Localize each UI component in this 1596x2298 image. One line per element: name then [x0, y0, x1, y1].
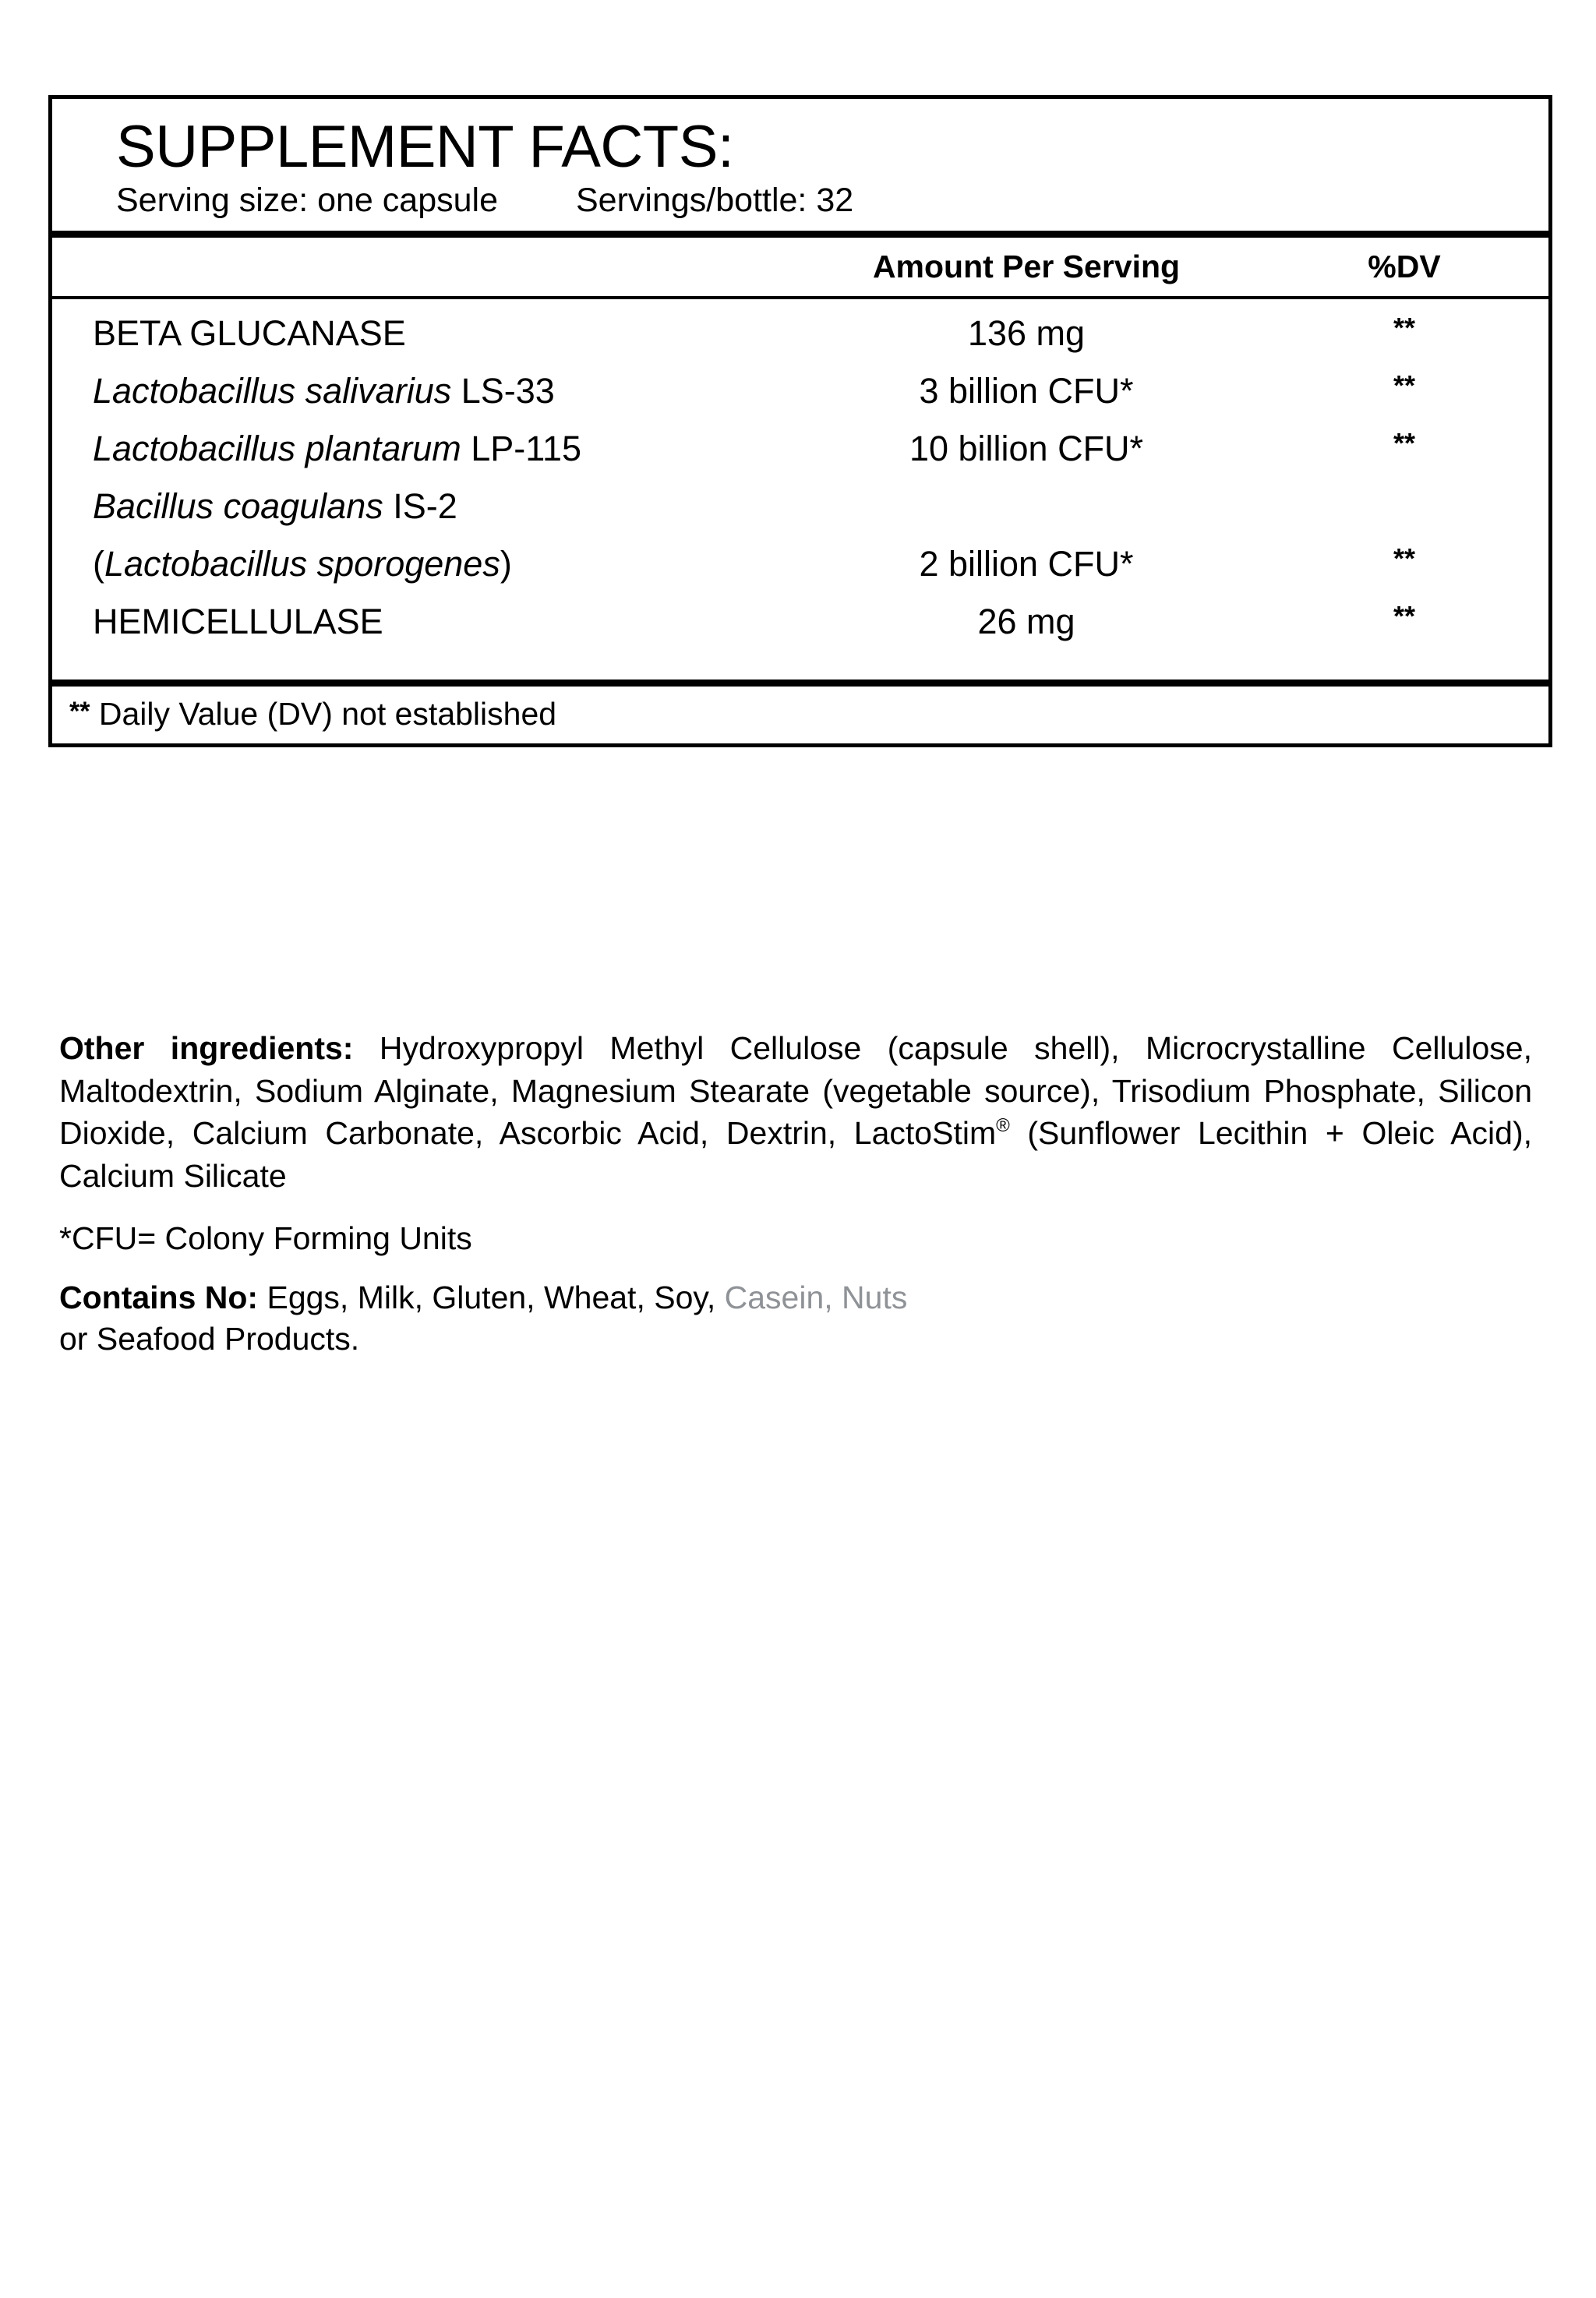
- page-title: SUPPLEMENT FACTS:: [116, 114, 734, 180]
- ingredient-name-plain: HEMICELLULASE: [93, 601, 383, 641]
- registered-trademark-icon: ®: [996, 1115, 1010, 1137]
- contains-no-label: Contains No:: [59, 1280, 259, 1316]
- dv-note-stars: **: [69, 696, 90, 726]
- ingredient-dv: **: [1393, 542, 1416, 574]
- table-row: [52, 426, 1548, 486]
- serving-size: Serving size: one capsule: [116, 181, 499, 219]
- table-row: [52, 313, 1548, 371]
- ingredient-name-italic: Bacillus coagulans: [93, 485, 383, 526]
- ingredient-name-suffix: LS-33: [451, 370, 555, 411]
- cfu-note: *CFU= Colony Forming Units: [59, 1220, 472, 1257]
- ingredient-dv: **: [1393, 369, 1416, 401]
- ingredient-amount: 10 billion CFU*: [909, 428, 1144, 468]
- footnotes: [59, 1027, 1548, 1359]
- ingredient-name: [52, 486, 754, 527]
- table-row: [52, 371, 1548, 429]
- serving-info: [52, 182, 1548, 231]
- ingredient-dv: **: [1393, 426, 1416, 459]
- other-ingredients: [59, 1027, 1532, 1197]
- ingredient-dv: **: [1393, 599, 1416, 632]
- ingredient-amount: 136 mg: [967, 312, 1086, 353]
- ingredient-amount: 3 billion CFU*: [919, 370, 1134, 411]
- ingredient-name-italic: Lactobacillus salivarius: [93, 370, 452, 411]
- ingredient-name-suffix: ): [500, 543, 512, 584]
- ingredient-name: [52, 544, 754, 584]
- supplement-facts-box: [48, 95, 1552, 747]
- ingredient-name-plain: BETA GLUCANASE: [93, 312, 406, 353]
- ingredient-name-italic: Lactobacillus plantarum: [93, 428, 461, 468]
- table-row: [52, 486, 1548, 544]
- ingredient-name: [52, 371, 754, 411]
- ingredient-amount: 26 mg: [977, 601, 1075, 641]
- column-header-dv: %DV: [1368, 248, 1441, 284]
- table-header-row: [52, 238, 1548, 296]
- ingredient-name: [52, 313, 754, 354]
- divider-top: [52, 231, 1548, 238]
- ingredient-rows: [52, 299, 1548, 680]
- ingredient-name-suffix: IS-2: [383, 485, 457, 526]
- divider-bottom: [52, 680, 1548, 687]
- daily-value-note: [52, 687, 1548, 743]
- contains-no-text-2: or Seafood Products.: [59, 1320, 360, 1357]
- dv-note-text: Daily Value (DV) not established: [90, 695, 557, 732]
- column-header-amount: Amount Per Serving: [872, 248, 1181, 284]
- ingredient-name: [52, 429, 754, 469]
- other-ingredients-text-2: (Sunflower Lecithin + Oleic Acid), Calcium Silicate: [59, 1115, 1533, 1194]
- ingredient-name-italic: Lactobacillus sporogenes: [104, 543, 500, 584]
- ingredient-name-plain: (: [93, 543, 104, 584]
- ingredient-amount: 2 billion CFU*: [919, 543, 1134, 584]
- servings-per-bottle: Servings/bottle: 32: [576, 181, 854, 219]
- contains-no-faded: Casein, Nuts: [724, 1280, 908, 1316]
- contains-no: [59, 1277, 1548, 1359]
- ingredient-dv: **: [1393, 311, 1416, 344]
- ingredient-name: [52, 602, 754, 642]
- supplement-facts-panel: [48, 95, 1552, 747]
- ingredient-name-suffix: LP-115: [461, 428, 582, 468]
- contains-no-text: Eggs, Milk, Gluten, Wheat, Soy,: [258, 1280, 725, 1316]
- other-ingredients-label: Other ingredients:: [59, 1030, 354, 1066]
- table-row: [52, 599, 1548, 659]
- table-row: [52, 544, 1548, 602]
- other-ingredients-text: Hydroxypropyl Methyl Cellulose (capsule shell), Microcrystalline Cellulose, Maltodextrin, Sodium Alginate, Magnesium Stearate (vegetable source), Trisodium Phosphate, Silicon Dioxide, Calcium Carbonate, Ascorbic Acid, Dextrin, LactoStim: [59, 1030, 1533, 1152]
